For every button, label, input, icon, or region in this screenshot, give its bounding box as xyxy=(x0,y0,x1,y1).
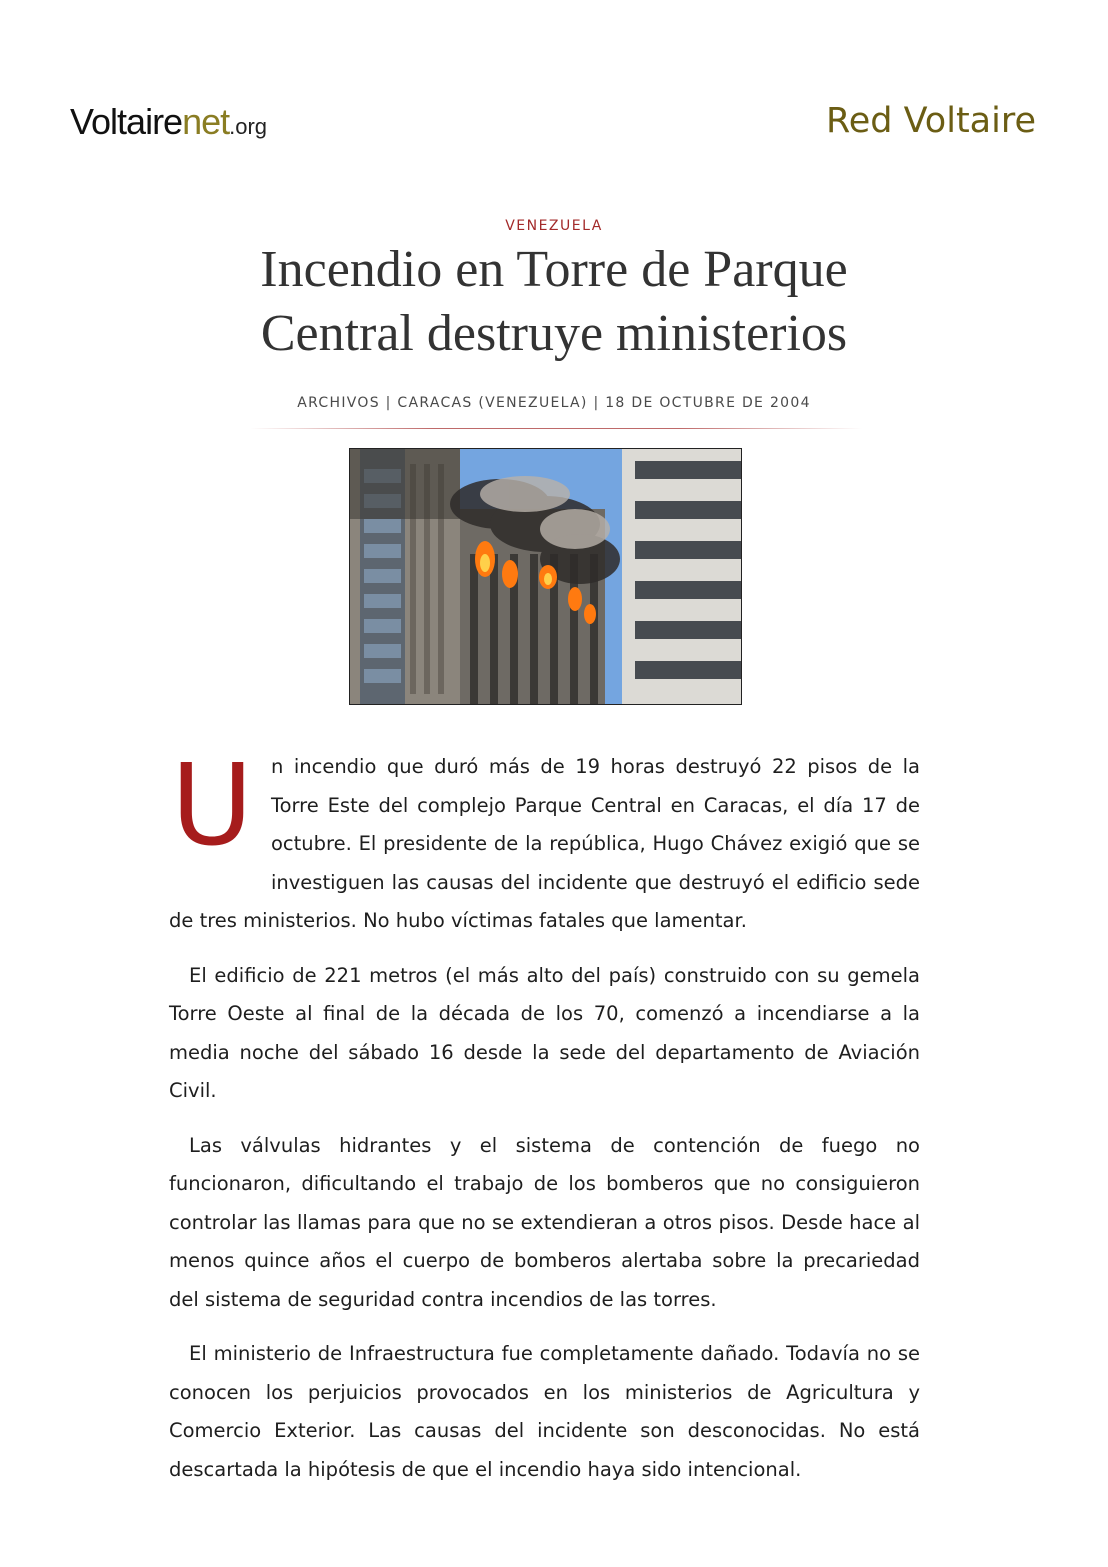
voltairenet-logo[interactable] xyxy=(70,102,267,147)
section-label: VENEZUELA xyxy=(505,218,603,234)
paragraph-4: El ministerio de Infraestructura fue completamente dañado. Todavía no se conocen los perjuicios provocados en los ministerios de Agricultura y Comercio Exterior. Las causas del incidente son desconocidas. No está descartada la hipótesis de que el incendio haya sido intencional. xyxy=(169,1342,920,1481)
paragraph-2: El edificio de 221 metros (el más alto del país) construido con su gemela Torre Oeste al final de la década de los 70, comenzó a incendiarse a la media noche del sábado 16 desde la sede del departamento de Aviación Civil. xyxy=(169,963,920,1102)
logo-text-voltaire: Voltaire xyxy=(70,101,183,142)
article-body xyxy=(169,741,920,1505)
logo-text-net: net xyxy=(182,101,230,142)
paragraph-3: Las válvulas hidrantes y el sistema de contención de fuego no funcionaron, dificultando el trabajo de los bomberos que no consiguieron controlar las llamas para que no se extendieran a otros pisos. Desde hace al menos quince años el cuerpo de bomberos alertaba sobre la precariedad del sistema de seguridad contra incendios de las torres. xyxy=(169,1133,920,1311)
title-divider xyxy=(250,428,862,429)
paragraph-1 xyxy=(169,741,920,941)
logo-text-org: .org xyxy=(229,114,268,139)
article-meta: ARCHIVOS | CARACAS (VENEZUELA) | 18 DE OCTUBRE DE 2004 xyxy=(297,395,811,411)
article-title-line-1: Incendio en Torre de Parque xyxy=(260,241,848,298)
article-title-line-2: Central destruye ministerios xyxy=(260,305,848,362)
paragraph-1-text: n incendio que duró más de 19 horas destruyó 22 pisos de la Torre Este del complejo Parque Central en Caracas, el día 17 de octubre. El presidente de la república, Hugo Chávez exigió que se investiguen las causas del incidente que destruyó el edificio sede de tres ministerios. No hubo víctimas fatales que lamentar. xyxy=(169,755,920,932)
drop-cap: U xyxy=(171,741,253,871)
article-photo xyxy=(349,448,742,705)
brand-title: Red Voltaire xyxy=(825,101,1036,141)
article-title xyxy=(154,238,954,366)
